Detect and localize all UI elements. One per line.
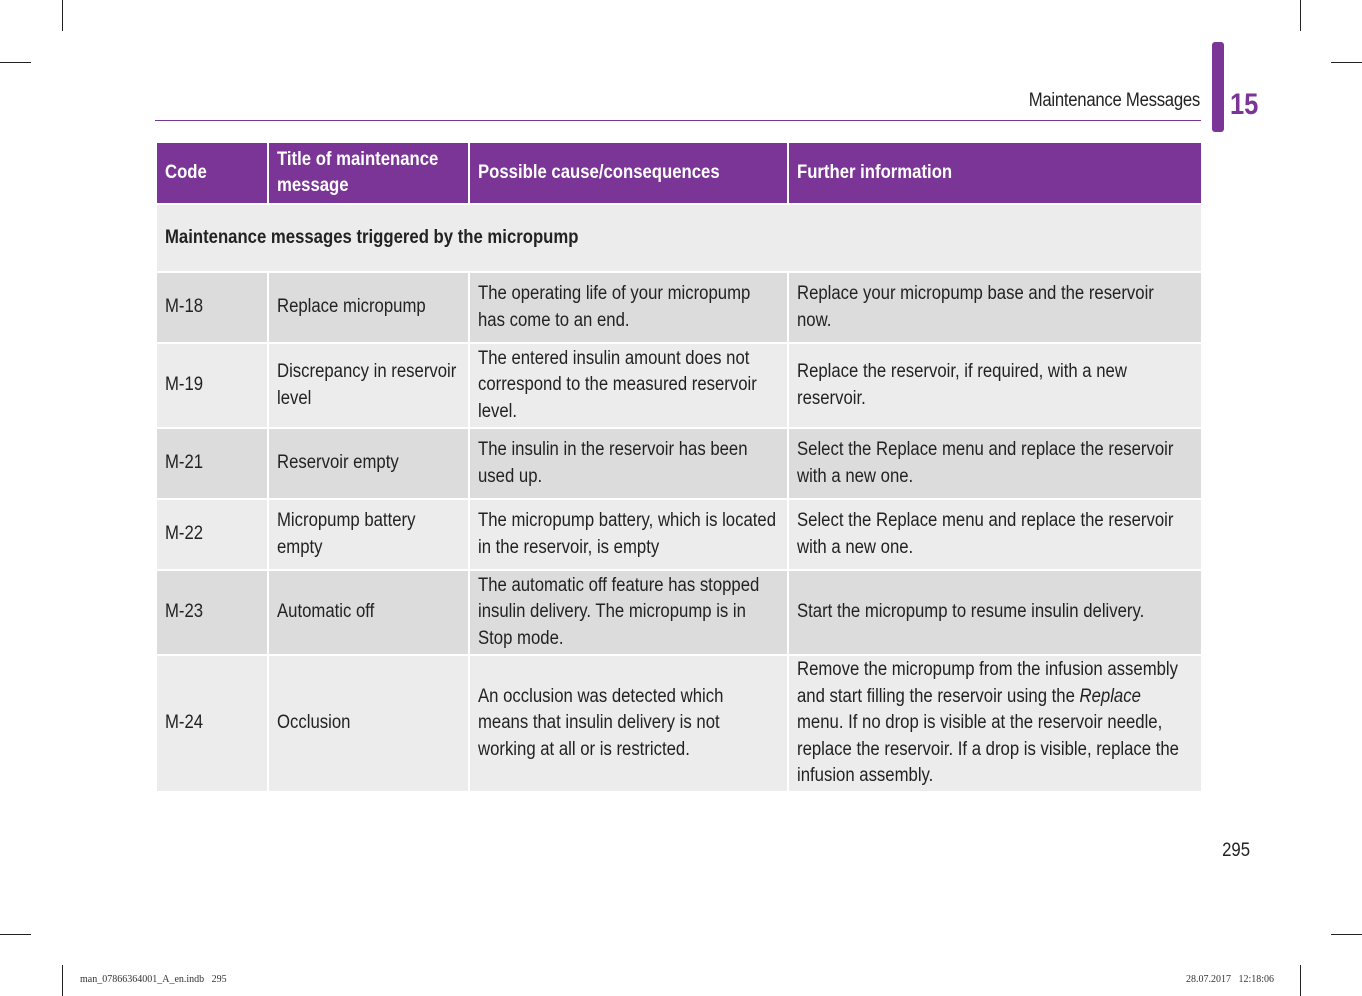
cell-cause: The entered insulin amount does not correspond to the measured reservoir level.: [469, 343, 788, 428]
column-header-cause: Possible cause/consequences: [469, 142, 788, 204]
cell-cause: The micropump battery, which is located in the reservoir, is empty: [469, 499, 788, 570]
cell-code: M-24: [156, 655, 268, 792]
cell-cause: The automatic off feature has stopped insulin delivery. The micropump is in Stop mode.: [469, 570, 788, 655]
table-row: [156, 343, 1202, 428]
cell-code: M-21: [156, 428, 268, 499]
cell-title: Automatic off: [268, 570, 469, 655]
table-row: [156, 272, 1202, 343]
table-row: [156, 655, 1202, 792]
crop-mark-top-right: [1300, 0, 1301, 31]
chapter-tab-bar: [1212, 42, 1224, 132]
crop-mark-right-bottom: [1331, 934, 1362, 935]
cell-code: M-18: [156, 272, 268, 343]
cell-code: M-22: [156, 499, 268, 570]
crop-mark-left-top: [0, 62, 31, 63]
cell-title: Discrepancy in reservoir level: [268, 343, 469, 428]
cell-title: Occlusion: [268, 655, 469, 792]
print-slug-file: man_07866364001_A_en.indb 295: [80, 974, 227, 985]
cell-info: Replace the reservoir, if required, with a new reservoir.: [788, 343, 1202, 428]
replace-menu-emphasis: Replace: [1079, 685, 1141, 707]
cell-info: Replace your micropump base and the reservoir now.: [788, 272, 1202, 343]
cell-info: Select the Replace menu and replace the reservoir with a new one.: [788, 428, 1202, 499]
column-header-code: Code: [156, 142, 268, 204]
section-title: Maintenance messages triggered by the micropump: [156, 204, 1202, 272]
cell-cause: The operating life of your micropump has come to an end.: [469, 272, 788, 343]
cell-info: Select the Replace menu and replace the reservoir with a new one.: [788, 499, 1202, 570]
cell-title: Replace micropump: [268, 272, 469, 343]
crop-mark-top-left: [62, 0, 63, 31]
print-slug-date: 28.07.2017 12:18:06: [1185, 974, 1274, 985]
crop-mark-bottom-left: [62, 965, 63, 996]
cell-code: M-23: [156, 570, 268, 655]
table-row: [156, 499, 1202, 570]
cell-title: Reservoir empty: [268, 428, 469, 499]
crop-mark-left-bottom: [0, 934, 31, 935]
column-header-info: Further information: [788, 142, 1202, 204]
header-rule: [155, 120, 1201, 121]
cell-info: Remove the micropump from the infusion assembly and start filling the reservoir using the Replace menu. If no drop is visible at the reservoir needle, replace the reservoir. If a drop is visible, replace the infusion assembly.: [788, 655, 1202, 792]
table-header-row: [156, 142, 1202, 204]
column-header-title: Title of maintenance message: [268, 142, 469, 204]
table-row: [156, 570, 1202, 655]
table-row: [156, 428, 1202, 499]
crop-mark-right-top: [1331, 62, 1362, 63]
cell-code: M-19: [156, 343, 268, 428]
crop-mark-bottom-right: [1300, 965, 1301, 996]
section-row: [156, 204, 1202, 272]
cell-info: Start the micropump to resume insulin delivery.: [788, 570, 1202, 655]
maintenance-messages-table: [155, 141, 1203, 793]
cell-title: Micropump battery empty: [268, 499, 469, 570]
running-header-title: Maintenance Messages: [1028, 90, 1200, 111]
cell-cause: An occlusion was detected which means that insulin delivery is not working at all or is restricted.: [469, 655, 788, 792]
chapter-number: 15: [1230, 88, 1259, 121]
page-number: 295: [1222, 840, 1250, 861]
cell-cause: The insulin in the reservoir has been used up.: [469, 428, 788, 499]
